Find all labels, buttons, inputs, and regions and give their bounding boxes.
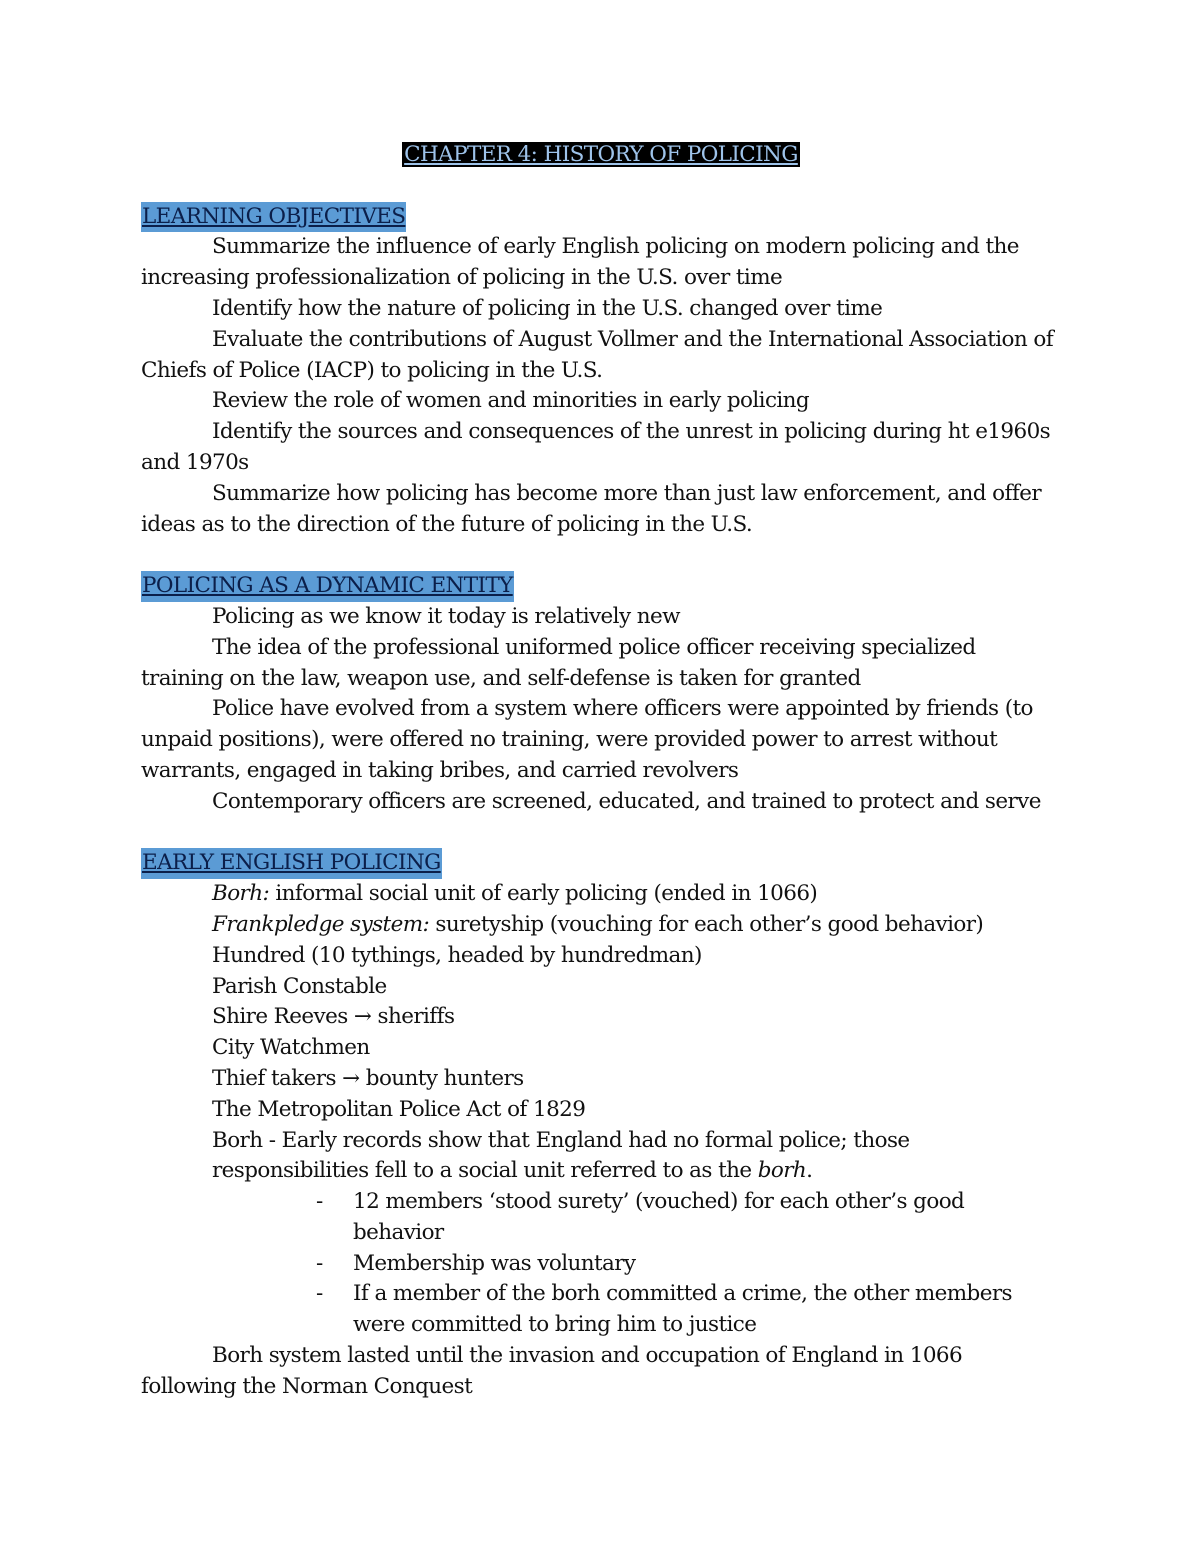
paragraph: Contemporary officers are screened, educated, and trained to protect and serve: [212, 788, 1041, 814]
section-heading: EARLY ENGLISH POLICING: [141, 848, 442, 879]
borh-bullet-list: [141, 1187, 1061, 1341]
closing-paragraph: Borh system lasted until the invasion and occupation of England in 1066 following the Norman Conquest: [141, 1343, 963, 1399]
list-item: Hundred (10 tythings, headed by hundredman): [212, 942, 702, 968]
section-learning-objectives: [141, 202, 1061, 541]
bullet-text: If a member of the borh committed a crime, the other members were committed to bring him to justice: [353, 1281, 1012, 1338]
borh-paragraph-text: Borh - Early records show that England had no formal police; those responsibilities fell to a social unit referred to as the: [212, 1127, 910, 1184]
bullet-text: Membership was voluntary: [353, 1250, 636, 1276]
section-heading: POLICING AS A DYNAMIC ENTITY: [141, 571, 514, 602]
list-item: Thief takers → bounty hunters: [212, 1065, 524, 1091]
document-page: [141, 140, 1061, 1403]
term-frankpledge: Frankpledge system:: [212, 911, 430, 937]
paragraph: The idea of the professional uniformed police officer receiving specialized training on the law, weapon use, and self-defense is taken for granted: [141, 634, 976, 691]
term-borh-inline: borh: [757, 1158, 807, 1184]
title-line: [141, 140, 1061, 171]
definition-text: suretyship (vouching for each other’s good behavior): [429, 911, 984, 937]
section-heading: LEARNING OBJECTIVES: [141, 202, 406, 233]
definition-frankpledge: [141, 910, 1061, 941]
dash-marker: -: [316, 1281, 323, 1307]
list-item: Shire Reeves → sheriffs: [212, 1004, 455, 1030]
bullet-text: 12 members ‘stood surety’ (vouched) for each other’s good behavior: [353, 1189, 965, 1245]
bullet-item: [141, 1249, 1061, 1280]
section-dynamic-entity: [141, 571, 1061, 817]
chapter-title: CHAPTER 4: HISTORY OF POLICING: [404, 142, 798, 167]
bullet-item: [141, 1187, 1061, 1249]
objective-item: Identify the sources and consequences of the unrest in policing during ht e1960s and 1970s: [141, 419, 1051, 475]
list-item: City Watchmen: [212, 1035, 370, 1061]
paragraph: Police have evolved from a system where officers were appointed by friends (to unpaid positions), were offered no training, were provided power to arrest without warrants, engaged in taking bribes, and carried revolvers: [141, 696, 1033, 783]
section-early-english-policing: [141, 848, 1061, 1402]
objective-item: Summarize the influence of early English policing on modern policing and the increasing professionalization of policing in the U.S. over time: [141, 234, 1019, 291]
paragraph: Policing as we know it today is relatively new: [212, 603, 680, 629]
bullet-item: [141, 1279, 1061, 1341]
definition-text: informal social unit of early policing (ended in 1066): [269, 881, 818, 907]
list-item: The Metropolitan Police Act of 1829: [212, 1096, 586, 1122]
borh-paragraph: [141, 1126, 1061, 1188]
dash-marker: -: [316, 1250, 323, 1276]
objective-item: Identify how the nature of policing in the U.S. changed over time: [212, 295, 883, 321]
objective-item: Summarize how policing has become more than just law enforcement, and offer ideas as to the direction of the future of policing in the U.S.: [141, 480, 1042, 537]
definition-borh: [141, 879, 1061, 910]
objective-item: Evaluate the contributions of August Vollmer and the International Association of Chiefs of Police (IACP) to policing in the U.S.: [141, 326, 1054, 383]
term-borh: Borh:: [212, 881, 270, 907]
objective-item: Review the role of women and minorities in early policing: [212, 388, 810, 414]
list-item: Parish Constable: [212, 973, 387, 999]
dash-marker: -: [316, 1189, 323, 1215]
borh-paragraph-end: .: [806, 1158, 813, 1184]
